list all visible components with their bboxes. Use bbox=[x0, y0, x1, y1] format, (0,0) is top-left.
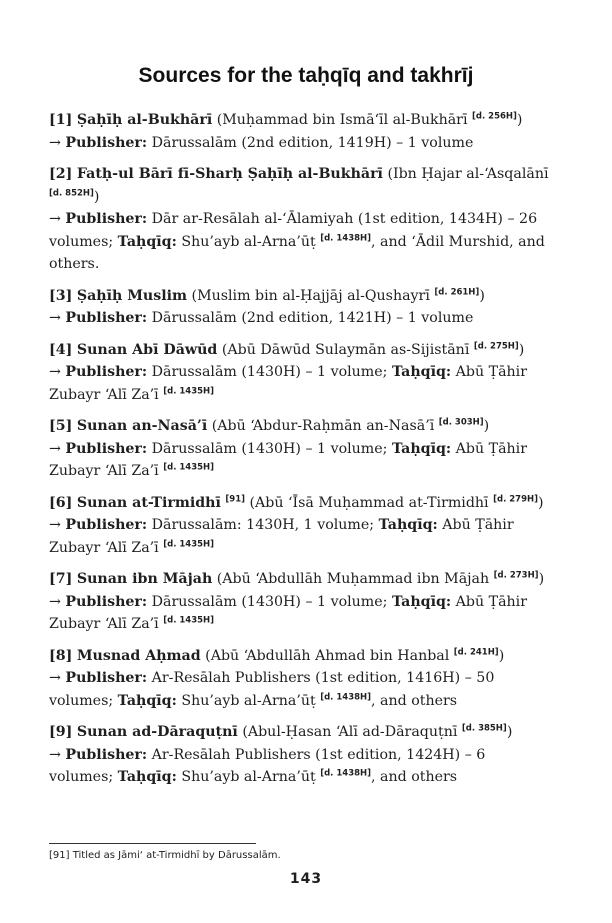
tahqiq-editor: Shu’ayb al-Arna’ūṭ bbox=[176, 233, 321, 250]
source-entry bbox=[49, 339, 549, 407]
publisher-label: Publisher: bbox=[65, 517, 148, 533]
entry-number: [5] bbox=[49, 418, 73, 434]
source-entry bbox=[49, 568, 549, 636]
source-list bbox=[49, 109, 549, 798]
arrow-icon: → bbox=[49, 670, 61, 686]
death-date: [d. 852H] bbox=[49, 187, 94, 198]
author: (Abū ‘Abdullāh Ahmad bin Hanbal bbox=[200, 647, 454, 664]
arrow-icon: → bbox=[49, 310, 61, 326]
publisher-info: Ar-Resālah Publishers (1st edition, 1416H) – 50 volumes; bbox=[49, 670, 495, 709]
tahqiq-editor: Abū Ṭāhir Zubayr ‘Alī Za’ī bbox=[49, 364, 528, 403]
author: (Muslim bin al-Ḥajjāj al-Qushayrī bbox=[187, 287, 435, 304]
book-title: Sunan an-Nasā’ī bbox=[76, 418, 208, 434]
publisher-info: Dārussalām (1430H) – 1 volume; bbox=[147, 440, 392, 457]
arrow-icon: → bbox=[49, 211, 61, 227]
page-title: Sources for the taḥqīq and takhrīj bbox=[138, 64, 474, 87]
entry-number: [1] bbox=[49, 112, 73, 128]
entry-number: [3] bbox=[49, 287, 73, 304]
publisher-info: Dārussalām (2nd edition, 1419H) – 1 volume bbox=[147, 134, 474, 151]
publisher-info: Ar-Resālah Publishers (1st edition, 1424H) – 6 volumes; bbox=[49, 746, 486, 785]
author-close: ) bbox=[518, 341, 525, 358]
editor-death-date: [d. 1438H] bbox=[320, 768, 372, 779]
tahqiq-rest: , and ‘Ādil Murshid, and others. bbox=[49, 233, 545, 272]
publisher-label: Publisher: bbox=[65, 670, 148, 686]
entry-number: [9] bbox=[49, 724, 73, 740]
book-title: Sunan ibn Mājah bbox=[76, 571, 213, 587]
author: (Abū ‘Īsā Muḥammad at-Tirmidhī bbox=[245, 494, 494, 511]
author-close: ) bbox=[498, 647, 505, 664]
tahqiq-rest: , and others bbox=[371, 769, 458, 785]
death-date: [d. 261H] bbox=[434, 286, 480, 297]
entry-number: [4] bbox=[49, 341, 73, 358]
tahqiq-label: Taḥqīq: bbox=[117, 692, 177, 709]
author: (Ibn Ḥajar al-‘Asqalānī bbox=[382, 166, 549, 182]
publisher-label: Publisher: bbox=[65, 440, 148, 457]
tahqiq-editor: Shu’ayb al-Arna’ūṭ bbox=[176, 692, 321, 709]
book-title: Sunan Abī Dāwūd bbox=[76, 341, 218, 358]
author: (Abū Dāwūd Sulaymān as-Sijistānī bbox=[217, 341, 474, 358]
death-date: [d. 275H] bbox=[473, 340, 519, 351]
publisher-label: Publisher: bbox=[65, 364, 148, 380]
tahqiq-editor: Abū Ṭāhir Zubayr ‘Alī Za’ī bbox=[49, 517, 514, 556]
death-date: [d. 279H] bbox=[493, 493, 539, 504]
arrow-icon: → bbox=[49, 746, 61, 763]
author-close: ) bbox=[516, 112, 523, 128]
publisher-label: Publisher: bbox=[65, 746, 148, 763]
author: (Abū ‘Abdur-Raḥmān an-Nasā’ī bbox=[207, 418, 439, 434]
author-close: ) bbox=[483, 418, 490, 434]
publisher-info: Dārussalām: 1430H, 1 volume; bbox=[147, 517, 379, 533]
footnote-divider bbox=[49, 843, 256, 844]
publisher-label: Publisher: bbox=[65, 134, 148, 151]
source-entry bbox=[49, 492, 549, 560]
tahqiq-editor: Shu’ayb al-Arna’ūṭ bbox=[176, 769, 321, 785]
death-date: [d. 303H] bbox=[438, 417, 484, 428]
author-close: ) bbox=[479, 287, 485, 304]
source-entry bbox=[49, 645, 549, 713]
footnote: [91] Titled as Jāmi‘ at-Tirmidhī by Dārussalām. bbox=[49, 850, 281, 861]
arrow-icon: → bbox=[49, 440, 61, 457]
source-entry bbox=[49, 285, 549, 330]
tahqiq-editor: Abū Ṭāhir Zubayr ‘Alī Za’ī bbox=[49, 440, 528, 479]
arrow-icon: → bbox=[49, 593, 61, 610]
entry-number: [6] bbox=[49, 494, 73, 511]
author-close: ) bbox=[538, 571, 545, 587]
author-close: ) bbox=[506, 724, 513, 740]
source-entry bbox=[49, 109, 549, 154]
editor-death-date: [d. 1438H] bbox=[320, 232, 372, 243]
publisher-info: Dār ar-Resālah al-‘Ālamiyah (1st edition, 1434H) – 26 volumes; bbox=[49, 211, 538, 250]
death-date: [d. 241H] bbox=[453, 646, 499, 657]
editor-death-date: [d. 1435H] bbox=[163, 385, 215, 396]
author: (Muḥammad bin Ismā‘īl al-Bukhārī bbox=[212, 112, 473, 128]
publisher-info: Dārussalām (2nd edition, 1421H) – 1 volume bbox=[147, 310, 474, 326]
page-number: 143 bbox=[289, 871, 323, 887]
editor-death-date: [d. 1435H] bbox=[163, 462, 215, 473]
tahqiq-label: Taḥqīq: bbox=[117, 769, 177, 785]
book-title: Sunan ad-Dāraquṭnī bbox=[76, 724, 238, 740]
author: (Abul-Ḥasan ‘Alī ad-Dāraquṭnī bbox=[237, 724, 462, 740]
publisher-label: Publisher: bbox=[65, 310, 148, 326]
publisher-label: Publisher: bbox=[65, 593, 148, 610]
author-close: ) bbox=[538, 494, 544, 511]
arrow-icon: → bbox=[49, 364, 61, 380]
entry-number: [8] bbox=[49, 647, 73, 664]
death-date: [d. 256H] bbox=[472, 111, 517, 122]
book-title: Ṣaḥīḥ al-Bukhārī bbox=[76, 112, 213, 128]
source-entry bbox=[49, 415, 549, 483]
editor-death-date: [d. 1435H] bbox=[163, 615, 215, 626]
tahqiq-editor: Abū Ṭāhir Zubayr ‘Alī Za’ī bbox=[49, 593, 528, 632]
book-title: Musnad Aḥmad bbox=[76, 647, 201, 664]
death-date: [d. 273H] bbox=[493, 570, 539, 581]
entry-number: [2] bbox=[49, 166, 73, 182]
source-entry bbox=[49, 163, 549, 276]
author: (Abū ‘Abdullāh Muḥammad ibn Mājah bbox=[212, 571, 494, 587]
book-title: Sunan at-Tirmidhī bbox=[76, 494, 221, 511]
death-date: [d. 385H] bbox=[461, 723, 507, 734]
tahqiq-label: Taḥqīq: bbox=[391, 593, 452, 610]
arrow-icon: → bbox=[49, 134, 61, 151]
book-title: Ṣaḥīḥ Muslim bbox=[76, 287, 188, 304]
publisher-info: Dārussalām (1430H) – 1 volume; bbox=[147, 593, 392, 610]
publisher-label: Publisher: bbox=[65, 211, 148, 227]
editor-death-date: [d. 1438H] bbox=[320, 691, 372, 702]
tahqiq-label: Taḥqīq: bbox=[391, 440, 452, 457]
tahqiq-label: Taḥqīq: bbox=[391, 364, 452, 380]
entry-number: [7] bbox=[49, 571, 73, 587]
publisher-info: Dārussalām (1430H) – 1 volume; bbox=[147, 364, 392, 380]
tahqiq-label: Taḥqīq: bbox=[117, 233, 177, 250]
tahqiq-rest: , and others bbox=[371, 692, 458, 709]
footnote-ref: [91] bbox=[225, 493, 246, 504]
author-close: ) bbox=[93, 188, 100, 205]
tahqiq-label: Taḥqīq: bbox=[378, 517, 438, 533]
editor-death-date: [d. 1435H] bbox=[163, 538, 215, 549]
book-title: Fatḥ-ul Bārī fī-Sharḥ Ṣaḥīḥ al-Bukhārī bbox=[76, 166, 383, 182]
source-entry bbox=[49, 721, 549, 789]
arrow-icon: → bbox=[49, 517, 61, 533]
